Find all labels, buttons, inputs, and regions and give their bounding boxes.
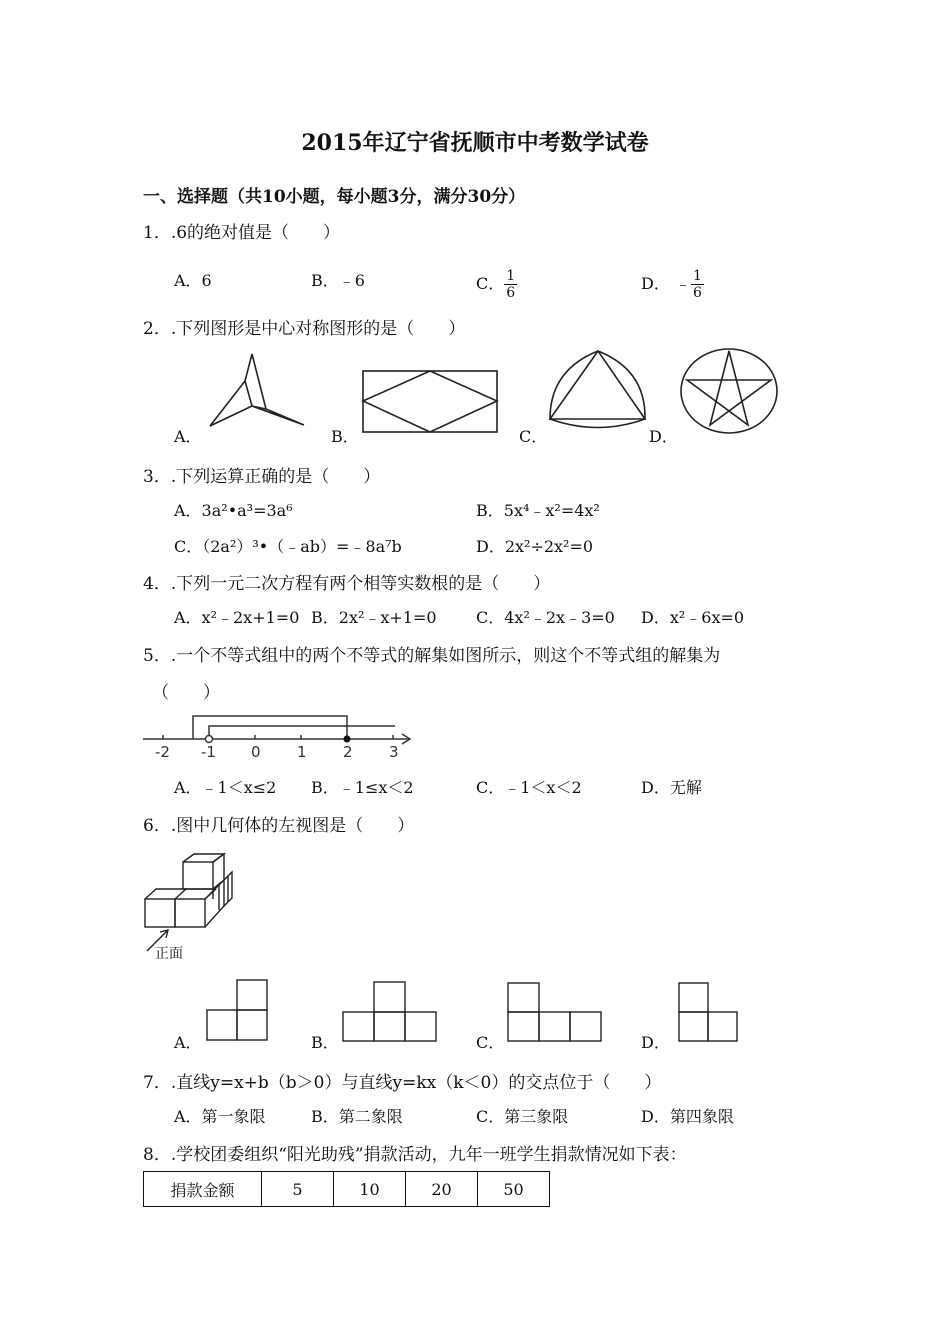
q6-option-c-figure bbox=[508, 983, 601, 1041]
q5-option-b: B．﹣1≤x＜2 bbox=[311, 778, 414, 797]
q4-option-b: B．2x²﹣x+1=0 bbox=[311, 608, 437, 627]
table-cell: 10 bbox=[334, 1172, 406, 1207]
q5-stem: 5．.一个不等式组中的两个不等式的解集如图所示，则这个不等式组的解集为 bbox=[143, 646, 721, 666]
q3-option-d: D．2x²÷2x²=0 bbox=[476, 537, 594, 556]
tick-label-3: 3 bbox=[389, 743, 399, 761]
q1-option-a: A．6 bbox=[174, 271, 212, 290]
q2-option-a: A． bbox=[174, 427, 202, 446]
section-heading: 一、选择题（共10小题，每小题3分，满分30分） bbox=[143, 187, 526, 207]
q4-stem: 4．.下列一元二次方程有两个相等实数根的是（ ） bbox=[143, 574, 551, 594]
table-cell: 50 bbox=[478, 1172, 550, 1207]
q2-option-c: C． bbox=[519, 427, 548, 446]
q6-option-a: A． bbox=[174, 1033, 202, 1052]
q1-d-fraction: $\frac{1}{6}$ bbox=[692, 268, 702, 301]
q3-option-b: B．5x⁴﹣x²=4x² bbox=[476, 501, 600, 520]
q6-option-c: C． bbox=[476, 1033, 505, 1052]
q3-option-a: A．3a²•a³=3a⁶ bbox=[174, 501, 293, 520]
q3-option-c: C．（2a²）³•（﹣ab）=﹣8a⁷b bbox=[174, 537, 402, 556]
front-label: 正面 bbox=[155, 946, 183, 962]
table-row bbox=[144, 1172, 550, 1207]
q8-stem: 8．.学校团委组织“阳光助残”捐款活动，九年一班学生捐款情况如下表： bbox=[143, 1145, 687, 1165]
q1-stem: 1．.6的绝对值是（ ） bbox=[143, 223, 341, 243]
q6-option-d-figure bbox=[679, 983, 737, 1041]
tick-label-minus-2: -2 bbox=[155, 743, 170, 761]
q7-option-b: B．第二象限 bbox=[311, 1107, 403, 1126]
tick-label-minus-1: -1 bbox=[201, 743, 216, 761]
q2-option-d: D． bbox=[649, 427, 678, 446]
q7-option-a: A．第一象限 bbox=[174, 1107, 266, 1126]
table-header-amount: 捐款金额 bbox=[144, 1172, 262, 1207]
q7-option-d: D．第四象限 bbox=[641, 1107, 734, 1126]
q6-option-d: D． bbox=[641, 1033, 670, 1052]
q4-option-a: A．x²﹣2x+1=0 bbox=[174, 608, 300, 627]
q6-stem: 6．.图中几何体的左视图是（ ） bbox=[143, 816, 415, 836]
q5-option-a: A．﹣1＜x≤2 bbox=[174, 778, 277, 797]
q4-option-d: D．x²﹣6x=0 bbox=[641, 608, 745, 627]
q6-option-b: B． bbox=[311, 1033, 339, 1052]
q1-option-c: C． $\frac{1}{6}$ bbox=[476, 268, 516, 301]
q7-option-c: C．第三象限 bbox=[476, 1107, 569, 1126]
q1-c-fraction: $\frac{1}{6}$ bbox=[506, 268, 516, 301]
donation-table bbox=[143, 1171, 550, 1207]
q6-option-b-figure bbox=[343, 982, 436, 1041]
tick-label-1: 1 bbox=[297, 743, 307, 761]
page-title: 2015年辽宁省抚顺市中考数学试卷 bbox=[301, 130, 649, 156]
q4-option-c: C．4x²﹣2x﹣3=0 bbox=[476, 608, 615, 627]
q6-option-a-figure bbox=[207, 980, 267, 1040]
tick-label-0: 0 bbox=[251, 743, 261, 761]
q7-stem: 7．.直线y=x+b（b＞0）与直线y=kx（k＜0）的交点位于（ ） bbox=[143, 1073, 662, 1093]
q6-solid bbox=[145, 854, 232, 927]
tick-label-2: 2 bbox=[343, 743, 353, 761]
table-cell: 5 bbox=[262, 1172, 334, 1207]
q1-option-b: B．﹣6 bbox=[311, 271, 365, 290]
q2-stem: 2．.下列图形是中心对称图形的是（ ） bbox=[143, 319, 466, 339]
q2-option-b: B． bbox=[331, 427, 359, 446]
q5-option-c: C．﹣1＜x＜2 bbox=[476, 778, 582, 797]
q5-stem-paren: （ ） bbox=[152, 683, 220, 703]
q5-option-d: D．无解 bbox=[641, 778, 702, 797]
q3-stem: 3．.下列运算正确的是（ ） bbox=[143, 467, 381, 487]
table-cell: 20 bbox=[406, 1172, 478, 1207]
q1-option-d: D． ﹣ $\frac{1}{6}$ bbox=[641, 268, 702, 301]
